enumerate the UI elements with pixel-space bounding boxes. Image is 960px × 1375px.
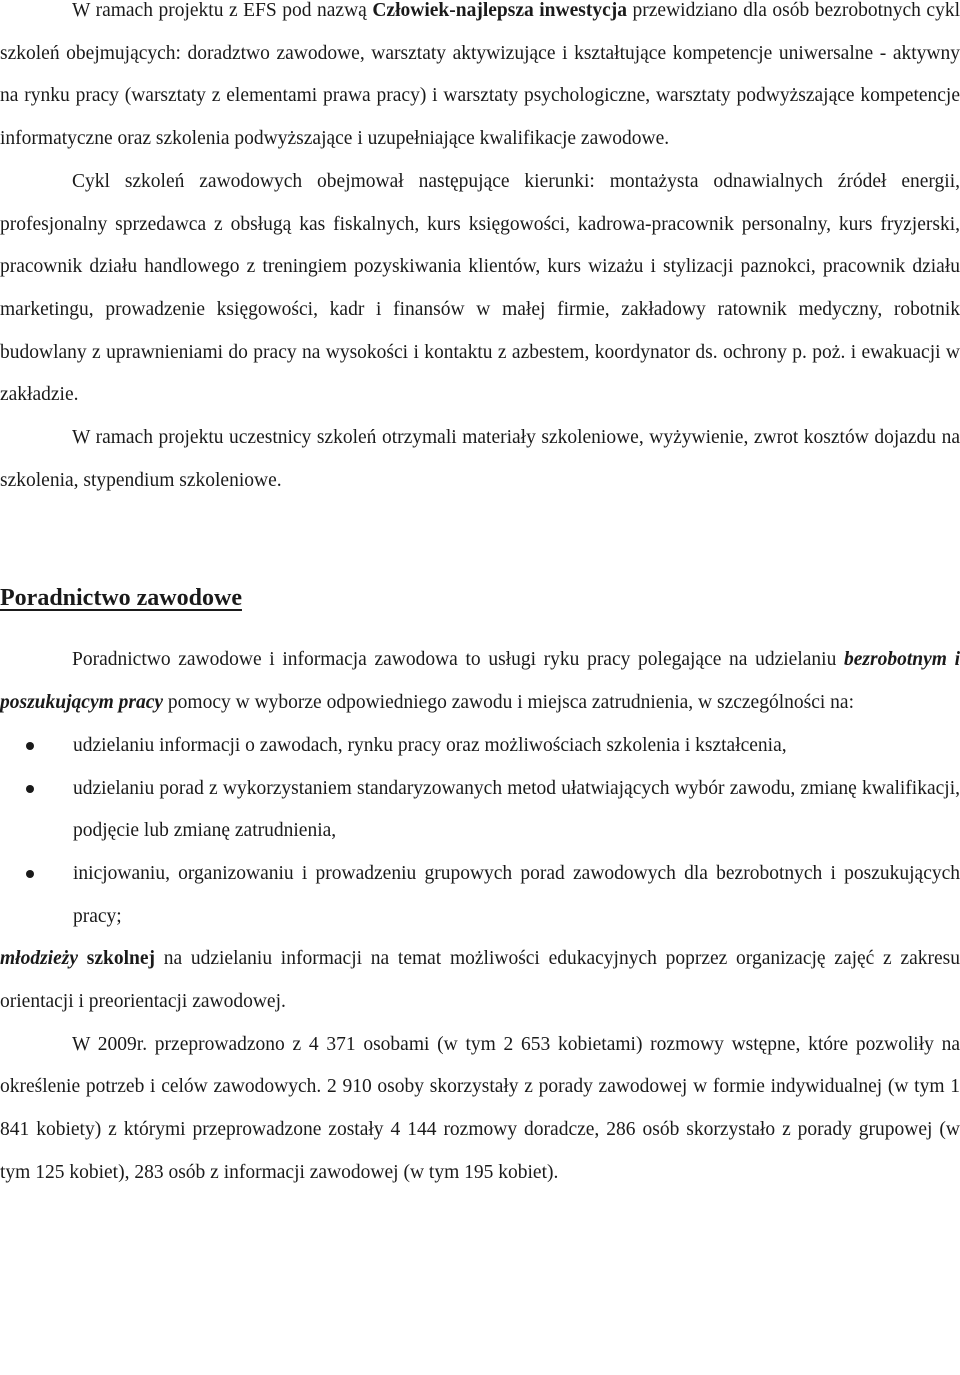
list-item-text: udzielaniu informacji o zawodach, rynku pracy oraz możliwościach szkolenia i kształcenia,: [73, 734, 787, 756]
list-item: [0, 853, 960, 938]
section-paragraph-1: [0, 639, 960, 724]
youth-emphasis: młodzieży: [0, 948, 78, 970]
list-item: [0, 725, 960, 768]
list-item: [0, 768, 960, 853]
bullet-list: [0, 725, 960, 939]
bullet-icon: [26, 742, 34, 750]
youth-bold: szkolnej: [78, 948, 155, 970]
section-heading: Poradnictwo zawodowe: [0, 585, 242, 612]
intro-paragraph-2: Cykl szkoleń zawodowych obejmował następujące kierunki: montażysta odnawialnych źródeł energii, profesjonalny sprzedawca z obsługą kas fiskalnych, kurs księgowości, kadrowa-pracownik personalny, kurs fryzjerski, pracownik działu handlowego z treningiem pozyskiwania klientów, kurs wizażu i stylizacji paznokci, pracownik działu marketingu, prowadzenie księgowości, kadr i finansów w małej firmie, zakładowy ratownik medyczny, robotnik budowlany z uprawnieniami do pracy na wysokości i kontaktu z azbestem, koordynator ds. ochrony p. poż. i ewakuacji w zakładzie.: [0, 170, 960, 406]
list-item-text: udzielaniu porad z wykorzystaniem standaryzowanych metod ułatwiających wybór zawodu, zmianę kwalifikacji, podjęcie lub zmianę zatrudnienia,: [73, 777, 960, 842]
section-emphasis: bezrobotnym i poszukującym pracy: [0, 649, 960, 714]
youth-text: na udzielaniu informacji na temat możliwości edukacyjnych poprzez organizację zajęć z zakresu orientacji i preorientacji zawodowej.: [0, 948, 960, 1013]
intro-text-b: przewidziano dla osób bezrobotnych cykl szkoleń obejmujących: doradztwo zawodowe, warsztaty aktywizujące i kształtujące kompetencje uniwersalne - aktywny na rynku pracy (warsztaty z elementami prawa pracy) i warsztaty psychologiczne, warsztaty podwyższające kompetencje informatyczne oraz szkolenia podwyższające i uzupełniające kwalifikacje zawodowe.: [0, 0, 960, 150]
list-item-text: inicjowaniu, organizowaniu i prowadzeniu grupowych porad zawodowych dla bezrobotnych i poszukujących pracy;: [73, 862, 960, 927]
bullet-icon: [26, 785, 34, 793]
stats-paragraph: W 2009r. przeprowadzono z 4 371 osobami (w tym 2 653 kobietami) rozmowy wstępne, które pozwoliły na określenie potrzeb i celów zawodowych. 2 910 osoby skorzystały z porady zawodowej w formie indywidualnej (w tym 1 841 kobiety) z którymi przeprowadzone zostały 4 144 rozmowy doradcze, 286 osób skorzystało z porady grupowej (w tym 125 kobiet), 283 osób z informacji zawodowej (w tym 195 kobiet).: [0, 1033, 960, 1183]
section-text-a: Poradnictwo zawodowe i informacja zawodowa to usługi ryku pracy polegające na udzielaniu: [72, 649, 844, 671]
section-text-b: pomocy w wyborze odpowiedniego zawodu i miejsca zatrudnienia, w szczególności na:: [163, 692, 854, 714]
project-name: Człowiek-najlepsza inwestycja: [372, 0, 627, 21]
youth-paragraph: [0, 938, 960, 1023]
intro-paragraph-1: [0, 0, 960, 161]
bullet-icon: [26, 870, 34, 878]
intro-text-a: W ramach projektu z EFS pod nazwą: [72, 0, 373, 21]
intro-paragraph-3: W ramach projektu uczestnicy szkoleń otrzymali materiały szkoleniowe, wyżywienie, zwrot kosztów dojazdu na szkolenia, stypendium szkoleniowe.: [0, 427, 960, 491]
